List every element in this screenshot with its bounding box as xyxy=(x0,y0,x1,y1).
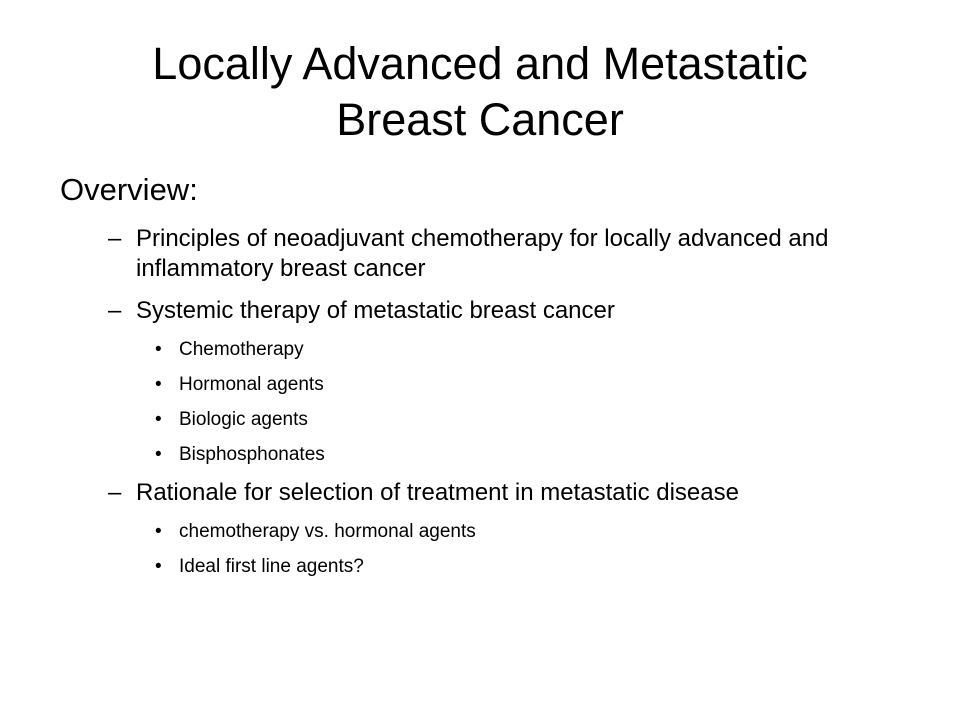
level2-item xyxy=(60,555,920,579)
dash-marker: – xyxy=(108,479,122,506)
level2-text: Ideal first line agents? xyxy=(179,556,364,577)
level2-text: Chemotherapy xyxy=(179,339,304,360)
bullet-marker: • xyxy=(155,556,162,577)
level1-item xyxy=(60,478,920,508)
level2-text: Biologic agents xyxy=(179,409,308,430)
level2-text: Bisphosphonates xyxy=(179,444,325,465)
level1-item xyxy=(60,296,920,326)
level2-item xyxy=(60,443,920,467)
level2-item xyxy=(60,373,920,397)
level1-item xyxy=(60,224,920,284)
level2-item xyxy=(60,520,920,544)
bullet-marker: • xyxy=(155,339,162,360)
level2-item xyxy=(60,338,920,362)
slide-title-line: Breast Cancer xyxy=(336,94,624,145)
bullet-marker: • xyxy=(155,374,162,395)
slide-title xyxy=(0,36,960,148)
bullet-marker: • xyxy=(155,409,162,430)
level2-text: chemotherapy vs. hormonal agents xyxy=(179,521,476,542)
bullet-marker: • xyxy=(155,521,162,542)
bullet-marker: • xyxy=(155,444,162,465)
dash-marker: – xyxy=(108,297,122,324)
level2-text: Hormonal agents xyxy=(179,374,324,395)
slide-body xyxy=(60,170,920,590)
level1-text: Principles of neoadjuvant chemotherapy for locally advanced and inflammatory breast cancer xyxy=(136,225,829,282)
dash-marker: – xyxy=(108,225,122,252)
level2-item xyxy=(60,408,920,432)
level1-text: Rationale for selection of treatment in metastatic disease xyxy=(136,479,739,506)
level1-text: Systemic therapy of metastatic breast cancer xyxy=(136,297,615,324)
slide-title-line: Locally Advanced and Metastatic xyxy=(152,38,808,89)
overview-heading: Overview: xyxy=(60,172,198,207)
